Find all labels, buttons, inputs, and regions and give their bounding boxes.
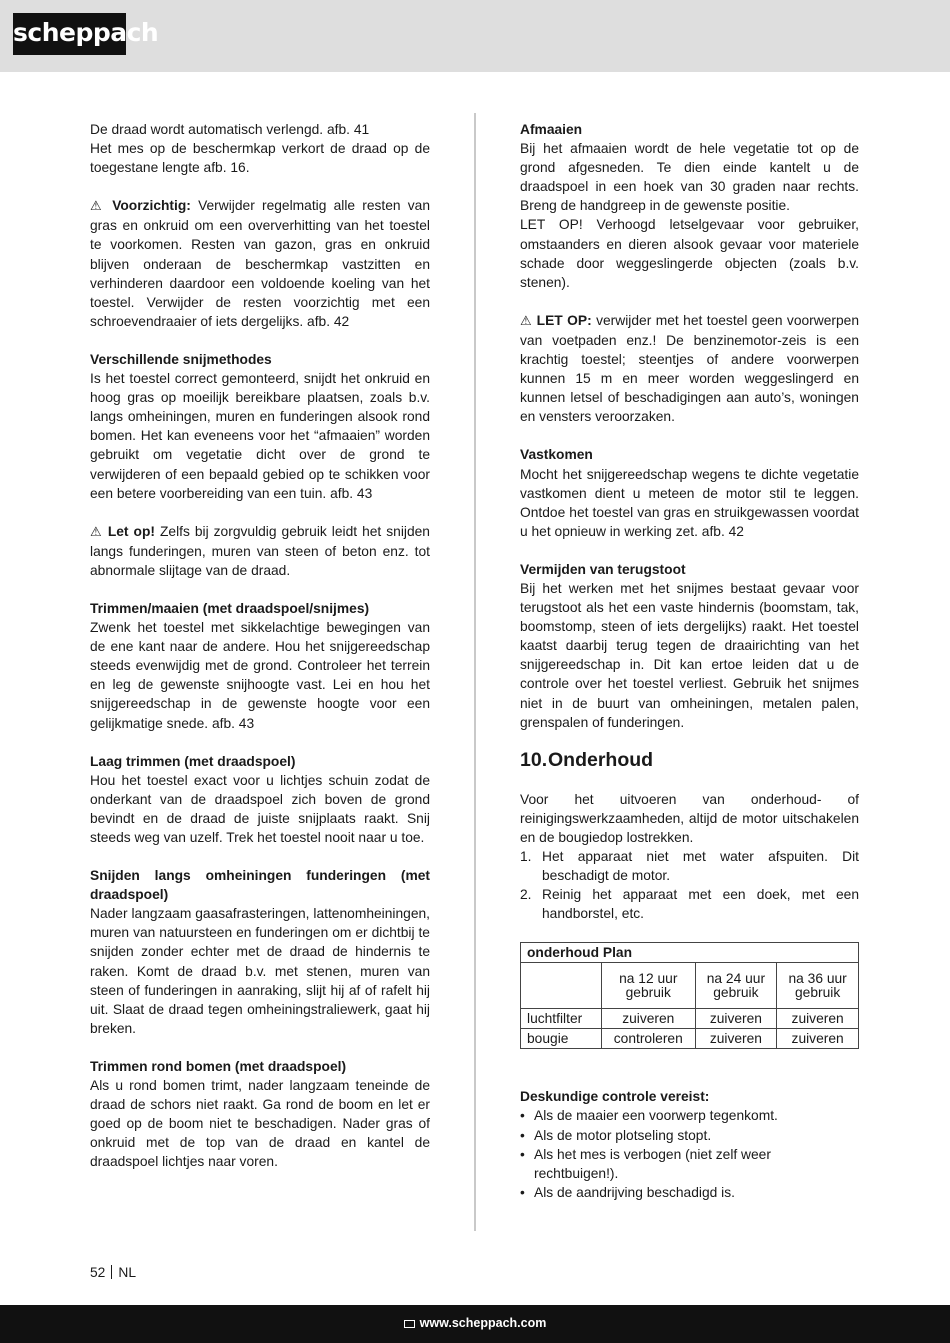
list-item: • Als het mes is verbogen (niet zelf weer rechtbuigen!). bbox=[520, 1146, 771, 1181]
list-item: • Als de aandrijving beschadigd is. bbox=[520, 1184, 735, 1200]
brand-logo: scheppach bbox=[13, 13, 126, 55]
bullet-list bbox=[520, 1106, 859, 1201]
paragraph: Voor het uitvoeren van onderhoud- of reinigingswerkzaamheden, altijd de motor uitschakelen en de bougiedop lostrekken. bbox=[520, 791, 859, 845]
table-cell: zuiveren bbox=[602, 1009, 696, 1029]
header-bar bbox=[0, 0, 950, 72]
row-label: bougie bbox=[521, 1029, 602, 1049]
warning-text: Verwijder regelmatig alle resten van gras en onkruid om een oververhitting van het toestel te voorkomen. Resten van gazon, gras en onkruid blijven onderaan de beschermkap vastzitten en verhinderen daardoor een voldoende koeling van het toestel. Verwijder de resten voorzichtig met een schroevendraaier of iets dergelijks. afb. 42 bbox=[90, 198, 430, 329]
warning-text: Zelfs bij zorgvuldig gebruik leidt het snijden langs funderingen, muren van steen of beton enz. tot abnormale slijtage van de draad. bbox=[90, 523, 430, 578]
table-row bbox=[521, 1029, 859, 1049]
column-header: na 36 uur gebruik bbox=[777, 963, 859, 1009]
paragraph: Het mes op de beschermkap verkort de draad op de toegestane lengte afb. 16. bbox=[90, 141, 430, 176]
subheading: Snijden langs omheiningen funderingen (met draadspoel) bbox=[90, 868, 430, 903]
section-title bbox=[520, 748, 859, 772]
table-row bbox=[521, 1009, 859, 1029]
subheading: Trimmen/maaien (met draadspoel/snijmes) bbox=[90, 600, 370, 616]
language-code: NL bbox=[118, 1265, 136, 1280]
page-number-value: 52 bbox=[90, 1265, 106, 1280]
column-divider bbox=[474, 113, 476, 1231]
step-text: Het apparaat niet met water afspuiten. Dit beschadigt de motor. bbox=[542, 849, 859, 884]
table-cell: zuiveren bbox=[777, 1009, 859, 1029]
list-item bbox=[520, 847, 859, 885]
warning-triangle-icon: ⚠ bbox=[90, 199, 105, 215]
warning-triangle-icon: ⚠ bbox=[520, 313, 533, 329]
list-item bbox=[520, 885, 859, 923]
column-header: na 12 uur gebruik bbox=[602, 963, 696, 1009]
subheading: Vermijden van terugstoot bbox=[520, 561, 686, 577]
right-column bbox=[520, 120, 859, 1202]
subheading: Afmaaien bbox=[520, 122, 583, 137]
warning-note bbox=[520, 311, 859, 427]
section-number: 10. bbox=[520, 748, 548, 771]
monitor-icon bbox=[404, 1320, 415, 1328]
paragraph: Mocht het snijgereedschap wegens te dichte vegetatie vastkomen dient u meteen de motor stil te leggen. Ontdoe het toestel van gras en struikgewassen voordat u het opnieuw in werking zet. afb. 42 bbox=[520, 466, 859, 539]
table-cell: zuiveren bbox=[695, 1029, 777, 1049]
maintenance-table bbox=[520, 942, 859, 1049]
paragraph: Zwenk het toestel met sikkelachtige bewegingen van de ene kant naar de andere. Hou het snijgereedschap steeds evenwijdig met de grond. Controleer het terrein en leg de gewenste snijhoogte vast. Lei en hou het snijgereedschap in de gewenste hoogte voor een gelijkmatige snede. afb. 43 bbox=[90, 620, 430, 731]
table-cell: zuiveren bbox=[695, 1009, 777, 1029]
bullet-text: Als de maaier een voorwerp tegenkomt. bbox=[534, 1108, 778, 1124]
warning-label: Voorzichtig: bbox=[112, 198, 191, 214]
paragraph: Als u rond bomen trimt, nader langzaam teneinde de draad de schors niet raakt. Ga rond de boom en let er goed op de boom niet te beschadigen. Nader gras of onkruid met de top van de draad en kantel de draadspoel lichtjes naar voren. bbox=[90, 1078, 430, 1170]
paragraph: Nader langzaam gaasafrasteringen, lattenomheiningen, muren van natuursteen en funderingen om er dichtbij te snijden zonder echter met de draad de hindernis te raken. Komt de draad b.v. met stenen, muren van steen of funderingen in aanraking, slijt hij af of rafelt hij uit. Slaat de draad tegen omheiningstraliewerk, gaat hij breken. bbox=[90, 906, 430, 1036]
paragraph: De draad wordt automatisch verlengd. afb. 41 bbox=[90, 122, 370, 137]
paragraph: Is het toestel correct gemonteerd, snijdt het onkruid en hoog gras op moeilijk bereikbare plaatsen, zoals b.v. langs omheiningen, muren en funderingen alsook rond bomen. Het kan eveneens voor het “afmaaien” worden gebruikt om vegetatie dicht over de grond te verwijderen of een bepaald gebied op te schikken voor een betere voorbereiding van een tuin. afb. 43 bbox=[90, 371, 430, 501]
warning-note bbox=[90, 522, 430, 580]
subheading: Trimmen rond bomen (met draadspoel) bbox=[90, 1058, 347, 1074]
subheading: Vastkomen bbox=[520, 447, 593, 463]
table-corner-cell bbox=[521, 963, 602, 1009]
left-column bbox=[90, 120, 430, 1172]
warning-triangle-icon: ⚠ bbox=[90, 524, 103, 540]
bullet-text: Als de aandrijving beschadigd is. bbox=[534, 1184, 735, 1200]
subheading: Deskundige controle vereist: bbox=[520, 1089, 710, 1105]
subheading: Laag trimmen (met draadspoel) bbox=[90, 753, 296, 769]
subheading: Verschillende snijmethodes bbox=[90, 351, 272, 367]
paragraph: LET OP! Verhoogd letselgevaar voor gebruiker, omstaanders en dieren alsook gevaar voor materiele schade door weggeslingerde objecten (zoals b.v. stenen). bbox=[520, 217, 859, 290]
table-cell: zuiveren bbox=[777, 1029, 859, 1049]
bullet-text: Als het mes is verbogen (niet zelf weer rechtbuigen!). bbox=[534, 1146, 771, 1181]
table-title: onderhoud Plan bbox=[521, 943, 859, 963]
table-header-row bbox=[521, 963, 859, 1009]
warning-label: Let op! bbox=[107, 523, 155, 539]
warning-label: LET OP: bbox=[536, 312, 592, 328]
warning-note bbox=[90, 196, 430, 331]
step-text: Reinig het apparaat met een doek, met een handborstel, etc. bbox=[542, 887, 859, 922]
section-title-text: Onderhoud bbox=[548, 748, 654, 771]
column-header: na 24 uur gebruik bbox=[695, 963, 777, 1009]
paragraph: Bij het afmaaien wordt de hele vegetatie tot op de grond afgesneden. Te dien einde kantelt u de draadspoel in een hoek van 30 graden naar rechts. Breng de handgreep in de gewenste positie. bbox=[520, 141, 859, 214]
list-item: • Als de motor plotseling stopt. bbox=[520, 1127, 712, 1143]
page-number bbox=[90, 1265, 136, 1280]
step-number: 2. bbox=[520, 887, 532, 903]
table-cell: controleren bbox=[602, 1029, 696, 1049]
warning-text: verwijder met het toestel geen voorwerpen van voetpaden enz.! De benzinemotor-zeis is een krachtig toestel; steentjes of andere voorwerpen kunnen 15 m en meer worden weggeslingerd en kunnen letsel of beschadigingen aan auto’s, woningen en vensters veroorzaken. bbox=[520, 312, 860, 425]
step-number: 1. bbox=[520, 849, 532, 864]
website-link[interactable]: www.scheppach.com bbox=[419, 1316, 547, 1330]
bullet-text: Als de motor plotseling stopt. bbox=[534, 1127, 712, 1143]
paragraph: Hou het toestel exact voor u lichtjes schuin zodat de onderkant van de draadspoel zich boven de grond bevindt en de draad de juiste snijplaats raakt. Snij steeds weg van uzelf. Trek het toestel nooit naar u toe. bbox=[90, 772, 430, 845]
row-label: luchtfilter bbox=[521, 1009, 602, 1029]
paragraph: Bij het werken met het snijmes bestaat gevaar voor terugstoot als het een vaste hindernis (boomstam, tak, boomstomp, steen of iets dergelijks) raakt. Het toestel kaatst daarbij terug tegen de draairichting van het snijgereedschap in. Dit kan ertoe leiden dat u de controle over het toestel verliest. Gebruik het snijmes niet in de buurt van omheiningen, metalen palen, grenspalen of funderingen. bbox=[520, 580, 859, 730]
steps-list bbox=[520, 847, 859, 923]
list-item: • Als de maaier een voorwerp tegenkomt. bbox=[520, 1108, 778, 1124]
footer-bar bbox=[0, 1305, 950, 1343]
